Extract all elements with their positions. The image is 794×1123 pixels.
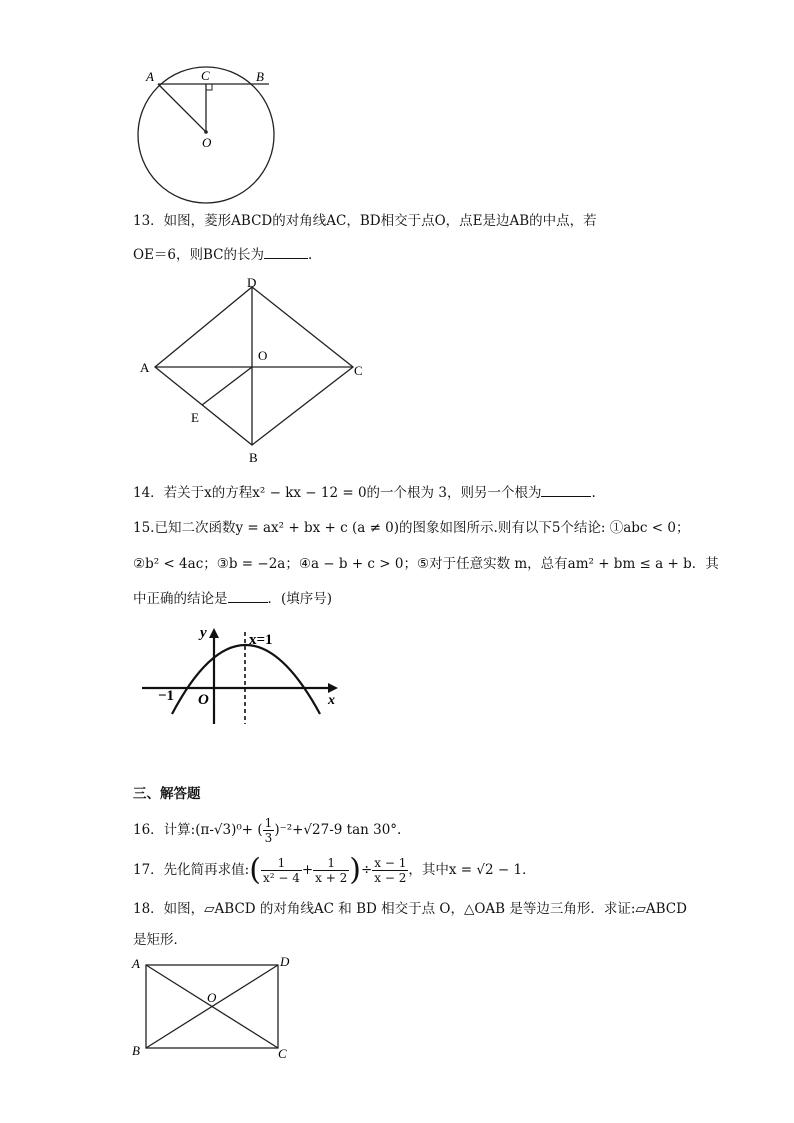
- label-d: D: [247, 275, 257, 290]
- open-paren: (: [249, 852, 261, 888]
- center-point: [204, 130, 208, 134]
- y-axis-arrow-icon: [209, 628, 219, 638]
- q16-prefix: 16．计算:(π-√3)⁰+ (: [133, 822, 263, 838]
- q17-fraction-1: [261, 856, 302, 885]
- label-c: C: [201, 68, 210, 83]
- parabola-figure: [138, 620, 348, 730]
- q17-fraction-3: [372, 856, 408, 885]
- q17-fraction-2: [313, 856, 349, 885]
- answer-blank-13[interactable]: [264, 244, 308, 259]
- q15-line3-end: ．(填序号): [267, 591, 333, 607]
- label-a: A: [132, 956, 140, 971]
- q17-prefix: 17．先化简再求值:: [133, 862, 250, 878]
- rectangle-figure: [128, 952, 300, 1062]
- label-x-eq-1: x=1: [249, 632, 273, 648]
- q13-line1: 13．如图，菱形ABCD的对角线AC，BD相交于点O，点E是边AB的中点，若: [133, 213, 597, 229]
- q17-f1-num: 1: [261, 856, 302, 871]
- q17-f1-den: x² − 4: [262, 871, 300, 885]
- q17-suffix: ，其中x = √2 − 1．: [408, 862, 536, 878]
- q17-f3-num: x − 1: [374, 856, 407, 870]
- q17-div: ÷: [360, 862, 373, 878]
- segment-ao: [158, 84, 206, 132]
- rhombus-figure: [135, 275, 375, 470]
- q17-f2-num: 1: [313, 856, 349, 871]
- q16-suffix: )⁻²+√27-9 tan 30°.: [274, 822, 402, 838]
- label-c: C: [354, 363, 363, 378]
- q17-f2-den: x + 2: [315, 871, 348, 885]
- rhombus-outline: [155, 287, 353, 445]
- q13-line2-text: OE＝6，则BC的长为: [133, 247, 265, 263]
- label-c: C: [278, 1046, 287, 1061]
- label-o: O: [258, 348, 268, 363]
- circle-figure: [125, 60, 285, 205]
- label-y: y: [200, 625, 207, 641]
- q17-plus: +: [301, 862, 314, 878]
- label-a: A: [146, 69, 154, 84]
- label-e: E: [191, 410, 199, 425]
- answer-blank-15[interactable]: [228, 588, 268, 603]
- q17-f3-den: x − 2: [374, 871, 407, 885]
- label-d: D: [280, 954, 290, 969]
- right-angle-mark: [206, 84, 212, 90]
- q15-line3: [133, 588, 332, 609]
- q17-line: [133, 850, 536, 891]
- segment-oe: [202, 367, 252, 405]
- answer-blank-14[interactable]: [541, 482, 591, 497]
- label-a: A: [140, 360, 150, 375]
- q15-line2: ②b² < 4ac；③b = −2a；④a − b + c > 0；⑤对于任意实数 m，总有am² + bm ≤ a + b．其: [133, 556, 719, 572]
- parabola-curve: [172, 645, 320, 714]
- label-o: O: [207, 990, 217, 1005]
- q14-text: 14．若关于x的方程x² − kx − 12 = 0的一个根为 3，则另一个根为: [133, 485, 542, 501]
- q16-line: [133, 816, 401, 845]
- close-paren: ): [349, 852, 361, 888]
- x-axis-arrow-icon: [328, 683, 338, 693]
- q13-line2: [133, 244, 312, 265]
- q13-line2-end: .: [308, 247, 313, 263]
- q14-line: [133, 482, 596, 503]
- q16-frac-num: 1: [264, 816, 273, 830]
- q18-line2: 是矩形．: [133, 932, 187, 948]
- label-b: B: [256, 69, 264, 84]
- label-x: x: [328, 693, 335, 708]
- label-minus-1: −1: [158, 688, 175, 704]
- q15-line1: 15.已知二次函数y = ax² + bx + c (a ≠ 0)的图象如图所示.则有以下5个结论: ①abc < 0；: [133, 520, 690, 536]
- q14-end: .: [591, 485, 596, 501]
- label-o: O: [202, 135, 212, 150]
- q16-frac-den: 3: [264, 831, 273, 845]
- q15-line3-text: 中正确的结论是: [133, 591, 228, 607]
- label-b: B: [132, 1043, 140, 1058]
- q16-fraction: [263, 816, 275, 845]
- q18-line1: 18．如图，▱ABCD 的对角线AC 和 BD 相交于点 O，△OAB 是等边三角形．求证:▱ABCD: [133, 901, 687, 917]
- label-b: B: [249, 450, 258, 465]
- label-origin: O: [198, 692, 209, 708]
- section-title: 三、解答题: [133, 786, 201, 802]
